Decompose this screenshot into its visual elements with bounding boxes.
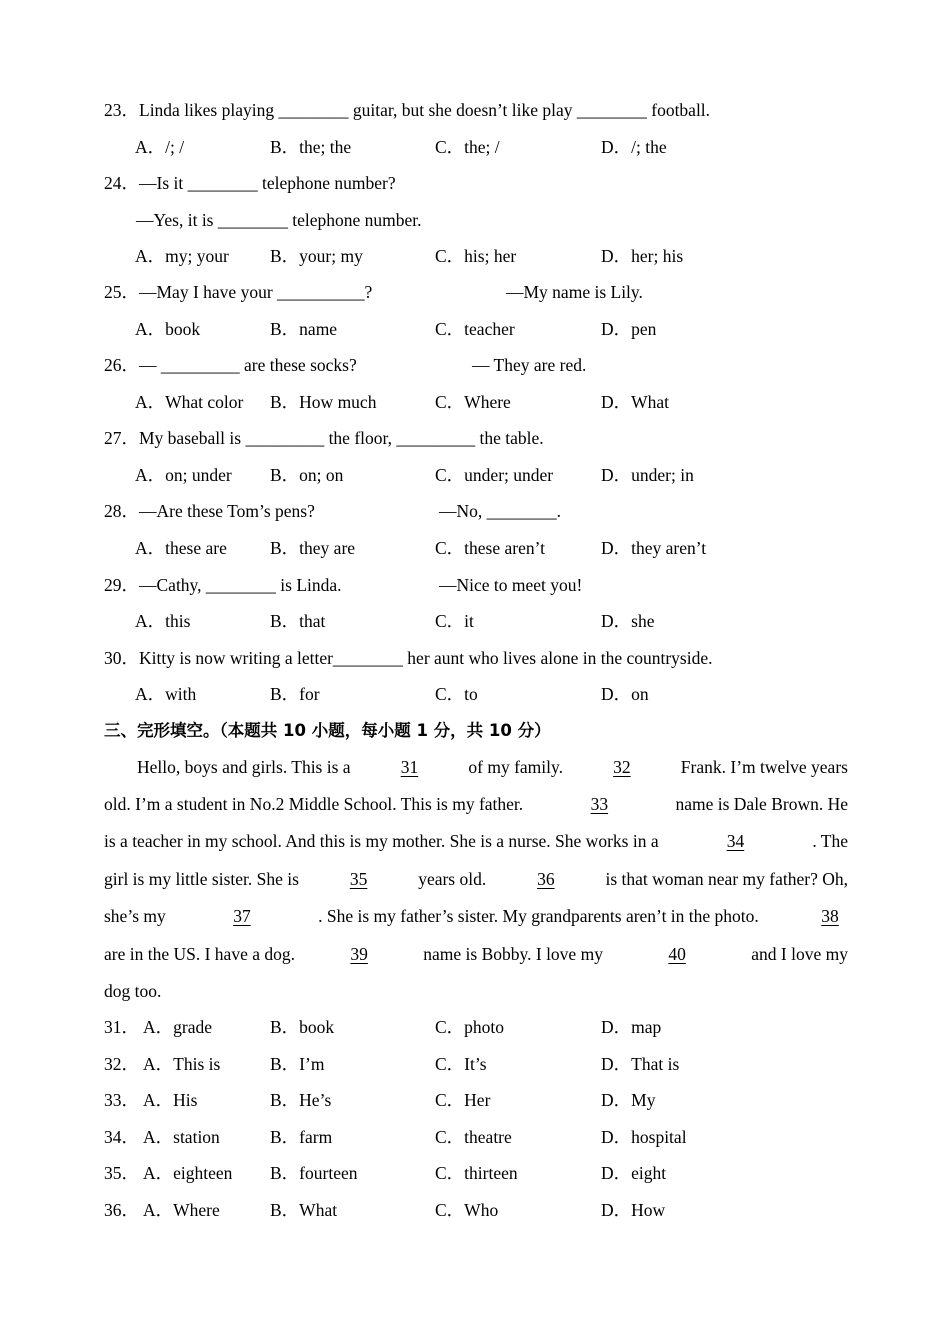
cloze-31-option-a: A．grade <box>143 1017 213 1037</box>
q28-option-b: B．they are <box>270 538 356 558</box>
cloze-33-option-a: A．His <box>143 1090 198 1110</box>
passage-line-3: is a teacher in my school. And this is my mother. She is a nurse. She works in a 34 . The <box>104 831 848 851</box>
q24-option-c: C．his; her <box>435 246 517 266</box>
q29-option-b: B．that <box>270 611 326 631</box>
cloze-33-number: 33． <box>104 1090 139 1110</box>
q28-option-c: C．these aren’t <box>435 538 545 558</box>
cloze-31-option-b: B．book <box>270 1017 335 1037</box>
question-24-reply: —Yes, it is ________ telephone number. <box>136 210 422 230</box>
q30-option-c: C．to <box>435 684 478 704</box>
cloze-33-option-d: D．My <box>601 1090 656 1110</box>
q29-option-a: A．this <box>135 611 191 631</box>
question-26: 26．— _________ are these socks? <box>104 355 357 375</box>
cloze-33-option-b: B．He’s <box>270 1090 332 1110</box>
cloze-36-option-d: D．How <box>601 1200 666 1220</box>
cloze-35-option-d: D．eight <box>601 1163 667 1183</box>
cloze-35-option-c: C．thirteen <box>435 1163 518 1183</box>
cloze-34-option-b: B．farm <box>270 1127 333 1147</box>
question-26-reply: — They are red. <box>472 355 587 375</box>
blank-31: 31 <box>400 757 419 777</box>
q27-option-b: B．on; on <box>270 465 344 485</box>
q25-option-b: B．name <box>270 319 338 339</box>
passage-line-7: dog too. <box>104 981 162 1001</box>
cloze-34-number: 34． <box>104 1127 139 1147</box>
cloze-35-option-b: B．fourteen <box>270 1163 358 1183</box>
cloze-36-option-a: A．Where <box>143 1200 220 1220</box>
q26-option-b: B．How much <box>270 392 377 412</box>
q24-option-b: B．your; my <box>270 246 363 266</box>
q29-option-c: C．it <box>435 611 474 631</box>
question-23: 23．Linda likes playing ________ guitar, but she doesn’t like play ________ football. <box>104 100 711 120</box>
cloze-35-number: 35． <box>104 1163 139 1183</box>
question-24: 24．—Is it ________ telephone number? <box>104 173 396 193</box>
cloze-34-option-a: A．station <box>143 1127 220 1147</box>
q29-option-d: D．she <box>601 611 655 631</box>
cloze-32-option-b: B．I’m <box>270 1054 325 1074</box>
q30-option-d: D．on <box>601 684 649 704</box>
passage-line-4: girl is my little sister. She is 35 years old. 36 is that woman near my father? Oh, <box>104 869 848 889</box>
passage-line-6: are in the US. I have a dog. 39 name is Bobby. I love my 40 and I love my <box>104 944 848 964</box>
cloze-36-number: 36． <box>104 1200 139 1220</box>
q26-option-c: C．Where <box>435 392 511 412</box>
q30-option-b: B．for <box>270 684 320 704</box>
blank-38: 38 <box>821 906 839 926</box>
question-30: 30．Kitty is now writing a letter________ her aunt who lives alone in the countryside. <box>104 648 713 668</box>
q28-option-a: A．these are <box>135 538 227 558</box>
q23-option-b: B．the; the <box>270 137 352 157</box>
question-29: 29．—Cathy, ________ is Linda. <box>104 575 342 595</box>
passage-line-1: Hello, boys and girls. This is a 31 of my family. 32 Frank. I’m twelve years <box>137 757 848 777</box>
blank-35: 35 <box>349 869 368 889</box>
q25-option-c: C．teacher <box>435 319 515 339</box>
question-25: 25．—May I have your __________? <box>104 282 373 302</box>
blank-40: 40 <box>668 944 686 964</box>
blank-32: 32 <box>613 757 631 777</box>
q26-option-d: D．What <box>601 392 670 412</box>
passage-line-5: she’s my 37 . She is my father’s sister. My grandparents aren’t in the photo. 38 <box>104 905 868 927</box>
q24-option-d: D．her; his <box>601 246 684 266</box>
section-title: 三、完形填空。（本题共 10 小题，每小题 1 分，共 10 分） <box>104 721 551 740</box>
cloze-34-option-d: D．hospital <box>601 1127 687 1147</box>
cloze-32-option-c: C．It’s <box>435 1054 487 1074</box>
blank-37: 37 <box>233 906 251 926</box>
cloze-31-number: 31． <box>104 1017 139 1037</box>
cloze-32-number: 32． <box>104 1054 139 1074</box>
cloze-35-option-a: A．eighteen <box>143 1163 233 1183</box>
q25-option-a: A．book <box>135 319 201 339</box>
question-28: 28．—Are these Tom’s pens? <box>104 501 315 521</box>
blank-39: 39 <box>350 944 368 964</box>
question-25-reply: —My name is Lily. <box>506 282 643 302</box>
cloze-36-option-b: B．What <box>270 1200 338 1220</box>
cloze-32-option-a: A．This is <box>143 1054 221 1074</box>
cloze-31-option-c: C．photo <box>435 1017 505 1037</box>
q25-option-d: D．pen <box>601 319 657 339</box>
blank-33: 33 <box>590 794 609 814</box>
question-27: 27．My baseball is _________ the floor, _________ the table. <box>104 428 544 448</box>
q23-option-a: A．/; / <box>135 137 185 157</box>
q27-option-c: C．under; under <box>435 465 554 485</box>
question-28-reply: —No, ________. <box>439 501 562 521</box>
cloze-36-option-c: C．Who <box>435 1200 499 1220</box>
cloze-32-option-d: D．That is <box>601 1054 680 1074</box>
q30-option-a: A．with <box>135 684 197 704</box>
q23-option-c: C．the; / <box>435 137 500 157</box>
q23-option-d: D．/; the <box>601 137 667 157</box>
q26-option-a: A．What color <box>135 392 244 412</box>
q27-option-a: A．on; under <box>135 465 232 485</box>
cloze-34-option-c: C．theatre <box>435 1127 512 1147</box>
blank-36: 36 <box>537 869 555 889</box>
cloze-31-option-d: D．map <box>601 1017 662 1037</box>
q28-option-d: D．they aren’t <box>601 538 707 558</box>
q24-option-a: A．my; your <box>135 246 229 266</box>
q27-option-d: D．under; in <box>601 465 694 485</box>
question-29-reply: —Nice to meet you! <box>439 575 583 595</box>
passage-line-2: old. I’m a student in No.2 Middle School. This is my father. 33 name is Dale Brown. He <box>104 794 848 814</box>
blank-34: 34 <box>726 831 745 851</box>
cloze-33-option-c: C．Her <box>435 1090 491 1110</box>
